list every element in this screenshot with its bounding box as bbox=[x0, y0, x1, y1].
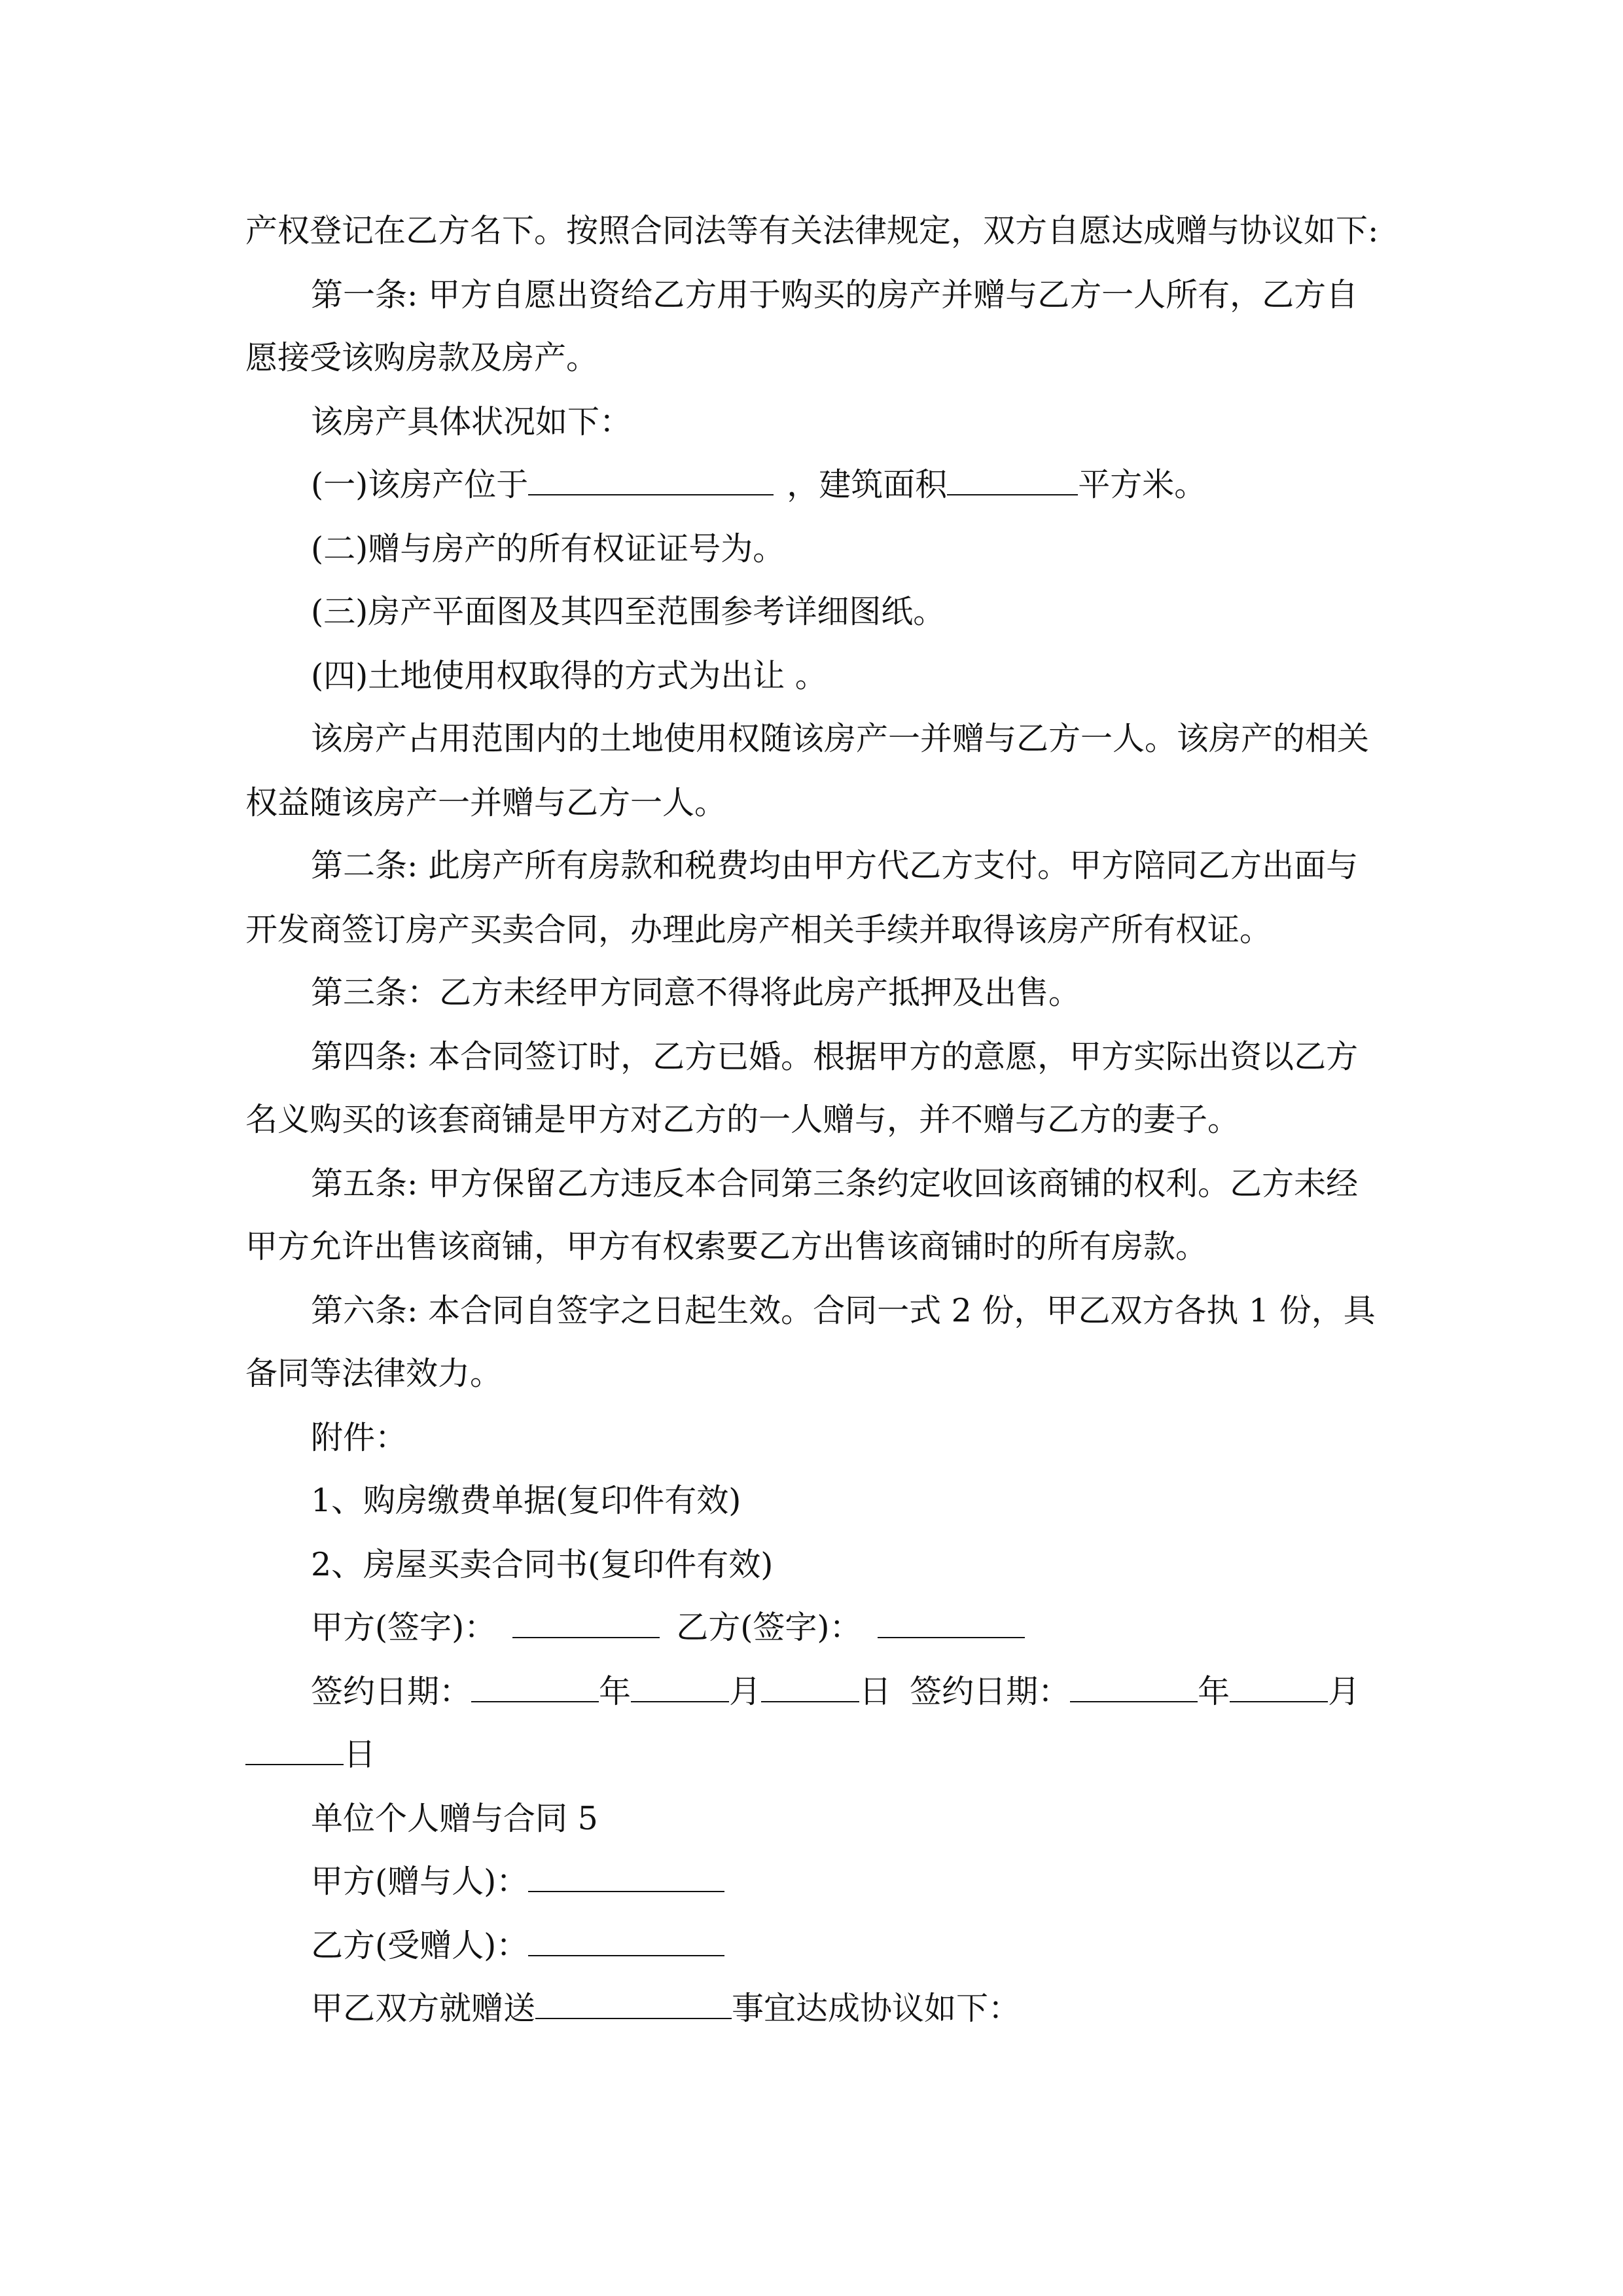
date-a-month-blank[interactable] bbox=[631, 1670, 729, 1702]
party-a-line bbox=[311, 1859, 1381, 1905]
article-2-line-1: 第二条: 此房产所有房款和税费均由甲方代乙方支付。甲方陪同乙方出面与 bbox=[311, 847, 1359, 884]
party-b-line bbox=[311, 1923, 1381, 1969]
area-blank[interactable] bbox=[947, 463, 1078, 495]
article-1-line-1: 第一条: 甲方自愿出资给乙方用于购买的房产并赠与乙方一人所有，乙方自 bbox=[311, 276, 1359, 314]
date-a-year-blank[interactable] bbox=[471, 1670, 599, 1702]
attachment-item-2: 2、房屋买卖合同书(复印件有效) bbox=[311, 1546, 774, 1583]
article-1-line-2: 愿接受该购房款及房产。 bbox=[245, 339, 599, 376]
land-right-line-1: 该房产占用范围内的土地使用权随该房产一并赠与乙方一人。该房产的相关 bbox=[311, 720, 1370, 757]
party-b-sign-label: 乙方(签字)： bbox=[676, 1609, 862, 1646]
date-a-day-blank[interactable] bbox=[761, 1670, 859, 1702]
article-6-line-2: 备同等法律效力。 bbox=[245, 1355, 503, 1392]
month-label-b: 月 bbox=[1328, 1673, 1361, 1710]
day-label-a: 日 bbox=[859, 1673, 892, 1710]
gift-matter-label: 甲乙双方就赠送 bbox=[311, 1990, 536, 2027]
date-label-b: 签约日期： bbox=[910, 1673, 1071, 1710]
article-4-line-1: 第四条: 本合同签订时，乙方已婚。根据甲方的意愿，甲方实际出资以乙方 bbox=[311, 1038, 1359, 1075]
party-b-blank[interactable] bbox=[528, 1924, 724, 1956]
intro-line: 产权登记在乙方名下。按照合同法等有关法律规定，双方自愿达成赠与协议如下: bbox=[245, 212, 1379, 249]
signature-line bbox=[311, 1605, 1381, 1651]
date-label-a: 签约日期： bbox=[311, 1673, 472, 1710]
month-label-a: 月 bbox=[729, 1673, 762, 1710]
gift-matter-blank[interactable] bbox=[535, 1986, 732, 2019]
item-1-line bbox=[311, 462, 1381, 508]
attachment-header: 附件： bbox=[311, 1419, 408, 1456]
article-5-line-2: 甲方允许出售该商铺，甲方有权索要乙方出售该商铺时的所有房款。 bbox=[245, 1228, 1208, 1265]
attachment-item-1: 1、购房缴费单据(复印件有效) bbox=[311, 1482, 741, 1519]
house-status-header: 该房产具体状况如下： bbox=[311, 403, 632, 440]
party-a-sign-label: 甲方(签字)： bbox=[311, 1609, 497, 1646]
article-6-line-1: 第六条: 本合同自签字之日起生效。合同一式 2 份，甲乙双方各执 1 份，具 bbox=[311, 1292, 1376, 1329]
item-1-unit-label: 平方米。 bbox=[1078, 466, 1207, 503]
gift-matter-line bbox=[311, 1986, 1381, 2032]
land-right-line-2: 权益随该房产一并赠与乙方一人。 bbox=[245, 784, 727, 821]
article-5-line-1: 第五条: 甲方保留乙方违反本合同第三条约定收回该商铺的权利。乙方未经 bbox=[311, 1165, 1359, 1202]
article-4-line-2: 名义购买的该套商铺是甲方对乙方的一人赠与，并不赠与乙方的妻子。 bbox=[245, 1101, 1240, 1138]
item-1-location-label: (一)该房产位于 bbox=[311, 466, 529, 503]
item-3-line: (三)房产平面图及其四至范围参考详细图纸。 bbox=[311, 593, 946, 630]
item-1-area-label: ，建筑面积 bbox=[787, 466, 948, 503]
article-3-line: 第三条：乙方未经甲方同意不得将此房产抵押及出售。 bbox=[311, 974, 1081, 1011]
item-2-line: (二)赠与房产的所有权证证号为。 bbox=[311, 530, 785, 567]
contract-5-title: 单位个人赠与合同 5 bbox=[311, 1800, 598, 1837]
day-label-b: 日 bbox=[344, 1736, 376, 1773]
party-a-label: 甲方(赠与人)： bbox=[311, 1863, 529, 1900]
signing-date-continued bbox=[245, 1732, 1381, 1778]
year-label-b: 年 bbox=[1198, 1673, 1230, 1710]
date-b-year-blank[interactable] bbox=[1070, 1670, 1198, 1702]
party-b-sign-blank[interactable] bbox=[878, 1605, 1025, 1638]
year-label-a: 年 bbox=[599, 1673, 632, 1710]
date-b-day-blank[interactable] bbox=[245, 1732, 344, 1765]
gift-matter-suffix: 事宜达成协议如下： bbox=[732, 1990, 1021, 2027]
item-4-line: (四)土地使用权取得的方式为出让 。 bbox=[311, 657, 827, 694]
party-a-sign-blank[interactable] bbox=[512, 1605, 660, 1638]
date-b-month-blank[interactable] bbox=[1230, 1670, 1328, 1702]
location-blank[interactable] bbox=[528, 463, 774, 495]
party-a-blank[interactable] bbox=[528, 1859, 724, 1892]
party-b-label: 乙方(受赠人)： bbox=[311, 1927, 529, 1964]
article-2-line-2: 开发商签订房产买卖合同，办理此房产相关手续并取得该房产所有权证。 bbox=[245, 911, 1272, 948]
signing-date-line bbox=[311, 1669, 1381, 1715]
